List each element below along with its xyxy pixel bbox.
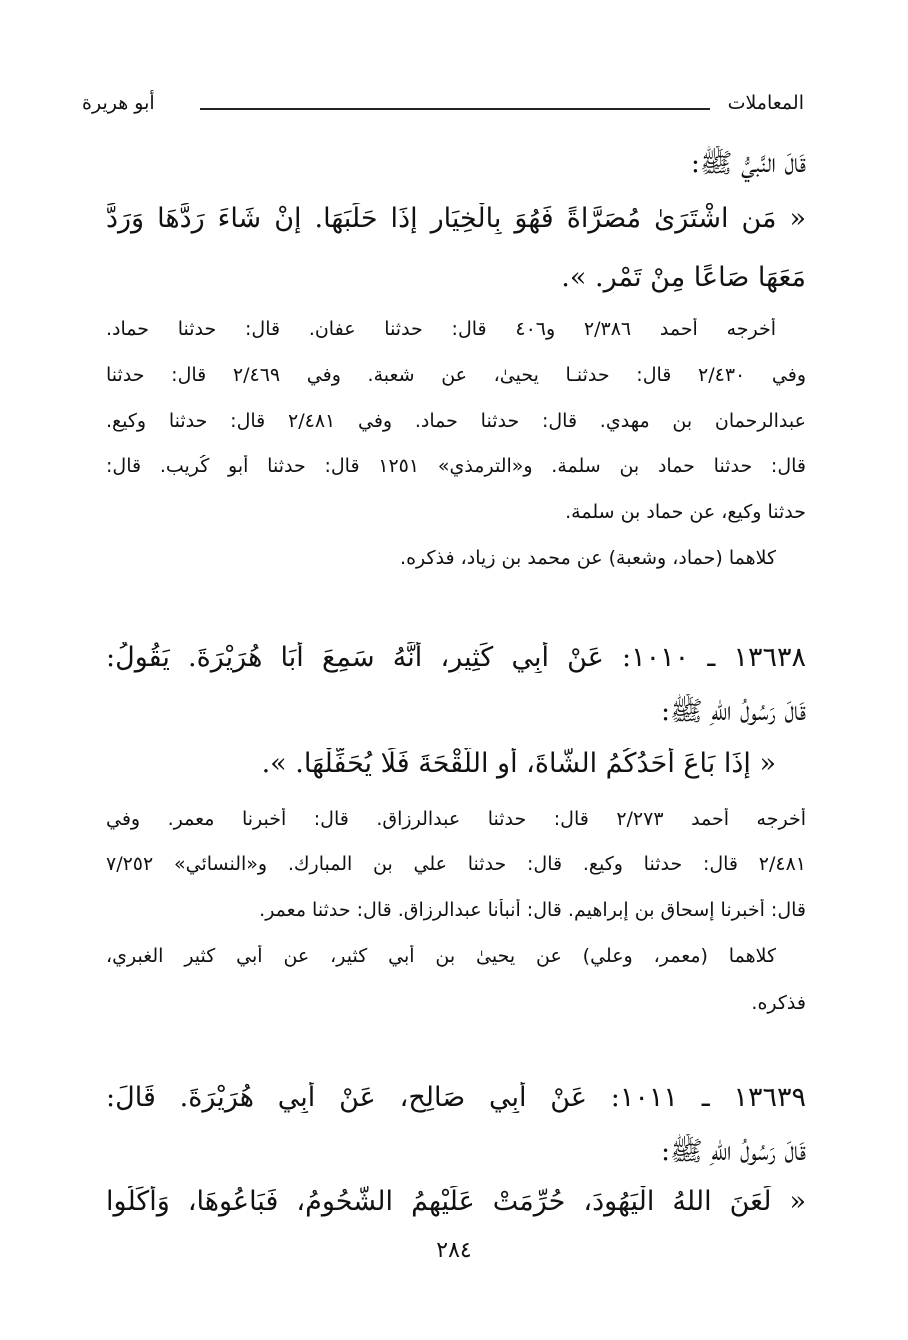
header-rule [200,108,710,110]
hadith-heading: ١٣٦٣٩ ـ ١٠١١: عَنْ أَبِي صَالِحٍ، عَنْ أَبِي هُرَيْرَةَ. قَالَ: [106,1082,806,1113]
takhrij-line: قال: حدثنا حماد بن سلمة. و«الترمذي» ١٢٥١ قال: حدثنا أبو كُريب. قال: [106,455,806,477]
page-number: ٢٨٤ [436,1238,472,1263]
running-header [82,92,804,122]
hadith-text-line: « لَعَنَ اللهُ الْيَهُودَ، حُرِّمَتْ عَلَيْهِمُ الشُّحُومُ، فَبَاعُوهَا، وَأَكَلُوا [106,1186,806,1217]
hadith-text-line: مَعَهَا صَاعًا مِنْ تَمْرٍ. ». [561,262,806,293]
takhrij-summary: كلاهما (حماد، وشعبة) عن محمد بن زياد، فذكره. [400,547,776,569]
chapter-title: المعاملات [727,92,804,114]
takhrij-line: عبدالرحمان بن مهدي. قال: حدثنا حماد. وفي ٢/٤٨١ قال: حدثنا وكيع. [106,410,806,432]
takhrij-line: حدثنا وكيع، عن حماد بن سلمة. [565,501,806,523]
takhrij-summary: فذكره. [751,992,806,1014]
hadith-text-line: « إِذَا بَاعَ أَحَدُكُمُ الشَّاةَ، أَوِ اللَّقْحَةَ فَلَا يُحَفِّلْهَا. ». [261,748,776,779]
narrator-title: أبو هريرة [82,92,155,114]
hadith-intro: قَالَ رَسُولُ اللهِ ﷺ: [660,696,806,727]
hadith-intro: قَالَ النَّبيُّ ﷺ: [690,148,806,179]
takhrij-line: أخرجه أحمد ٢/٢٧٣ قال: حدثنا عبدالرزاق. قال: أخبرنا معمر. وفي [106,808,806,830]
hadith-heading: ١٣٦٣٨ ـ ١٠١٠: عَنْ أَبِي كَثِيرٍ، أَنَّهُ سَمِعَ أَبَا هُرَيْرَةَ. يَقُولُ: [106,642,806,673]
takhrij-summary: كلاهما (معمر، وعلي) عن يحيىٰ بن أبي كثير، عن أبي كثير الغبري، [106,945,776,967]
takhrij-line: ٢/٤٨١ قال: حدثنا وكيع. قال: حدثنا علي بن المبارك. و«النسائي» ٧/٢٥٢ [106,853,806,875]
takhrij-line: أخرجه أحمد ٢/٣٨٦ و٤٠٦ قال: حدثنا عفان. قال: حدثنا حماد. [106,318,776,340]
hadith-text-line: « مَن اشْتَرَىٰ مُصَرَّاةً فَهُوَ بِالْخِيَارِ إِذَا حَلَبَهَا. إِنْ شَاءَ رَدَّهَا وَرَدَّ [106,203,806,234]
takhrij-line: وفي ٢/٤٣٠ قال: حدثنـا يحيىٰ، عن شعبة. وفي ٢/٤٦٩ قال: حدثنا [106,364,806,386]
takhrij-line: قال: أخبرنا إسحاق بن إبراهيم. قال: أنبأنا عبدالرزاق. قال: حدثنا معمر. [259,899,806,921]
hadith-intro: قَالَ رَسُولُ اللهِ ﷺ: [660,1136,806,1167]
